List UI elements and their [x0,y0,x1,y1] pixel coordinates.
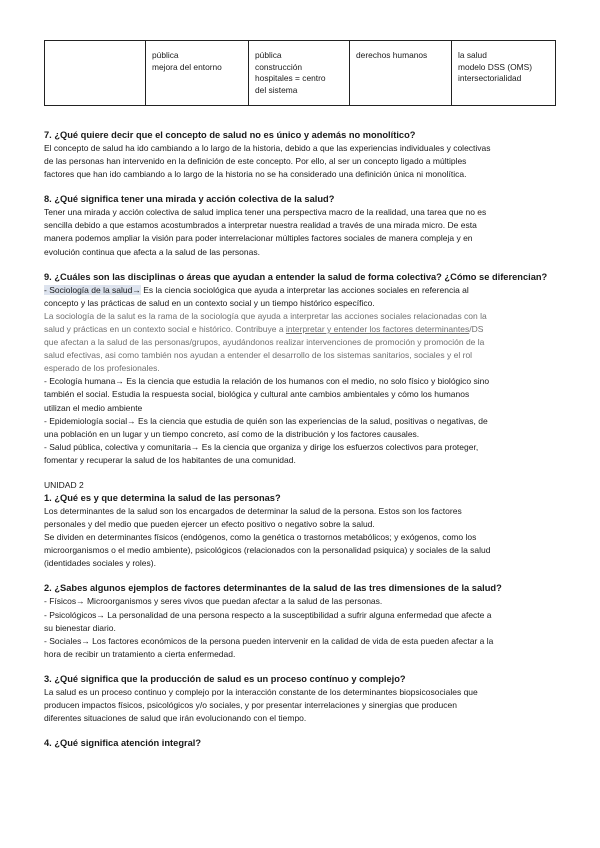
cell-text: hospitales = centro [255,73,326,83]
text-line: hora de recibir un tratamiento a cierta enfermedad. [44,648,236,659]
answer-paragraph [44,206,556,258]
text-line: - Sociales→ Los factores económicos de la persona pueden intervenir en la calidad de vida de esta pueden afectar a la [44,635,494,646]
table-cell [146,41,249,106]
text-line: evolución continua que afecta a la salud de las personas. [44,246,260,257]
question-heading: 4. ¿Qué significa atención integral? [44,738,202,749]
question-heading: 2. ¿Sabes algunos ejemplos de factores determinantes de la salud de las tres dimensiones de la salud? [44,583,502,594]
gray-text-line: que afectan a la salud de las personas/grupos, ayudándonos realizar intervenciones de promoción y promoción de la [44,337,485,348]
text-line: concepto y las prácticas de salud en un contexto social y un tiempo histórico específico. [44,297,375,308]
text-run: salud y prácticas en un contexto social e histórico. Contribuye a [44,323,286,334]
gray-text-line: salud efectivas, asi como también nos ayudan a entender el desarrollo de los sistemas sanitarios, sociales y el rol [44,350,473,361]
cell-text: del sistema [255,84,298,95]
text-run: /DS [469,323,484,334]
text-line: producen impactos físicos, psicológicos y/o sociales, y por presentar interrelaciones y sinergias que producen [44,700,457,710]
text-line: - Psicológicos→ La personalidad de una persona respecto a la susceptibilidad a sufrir alguna enfermedad que afecte a [44,609,492,620]
summary-table [44,40,556,106]
gray-text-line [44,323,556,336]
text-line: Se dividen en determinantes físicos (endógenos, como la genética o trastornos metabólicos; y exógenos, como los [44,532,477,543]
table-cell [249,41,350,106]
unit-label: UNIDAD 2 [44,479,84,490]
gray-text-line: esperado de los profesionales. [44,363,160,374]
cell-text: intersectorialidad [458,73,522,83]
cell-text: derechos humanos [356,50,428,60]
table-cell [45,41,146,106]
section-q8 [44,193,556,258]
section-q9 [44,271,556,467]
text-line: una población en un lugar y un tiempo concreto, así como de la distribución y los factores causales. [44,428,420,439]
text-line: fomentar y recuperar la salud de los habitantes de una comunidad. [44,454,296,465]
section-u2-q3 [44,673,556,725]
cell-text: modelo DSS (OMS) [458,61,532,72]
question-heading: 9. ¿Cuáles son las disciplinas o áreas que ayudan a entender la salud de forma colectiva? ¿Cómo se diferencian? [44,271,548,282]
text-line: utilizan el medio ambiente [44,402,143,413]
text-line: La salud es un proceso continuo y complejo por la interacción constante de los determinantes biopsicosociales que [44,686,478,697]
text-run: Es la ciencia sociológica que ayuda a interpretar las acciones sociales en referencia al [140,284,469,295]
text-line: factores que han ido cambiando a lo largo de la historia no se ha considerado una definición única ni monolítica. [44,169,467,180]
section-u2-q2 [44,582,556,660]
answer-paragraph [44,142,556,181]
answer-paragraph [44,505,556,570]
text-line: diferentes situaciones de salud que irán evolucionando con el tiempo. [44,713,307,724]
text-line: Tener una mirada y acción colectiva de salud implica tener una perspectiva macro de la realidad, una tarea que no es [44,207,487,218]
cell-text: pública [152,50,179,60]
section-unit2 [44,479,556,750]
question-heading: 3. ¿Qué significa que la producción de salud es un proceso contínuo y complejo? [44,673,406,684]
answer-paragraph [44,284,556,467]
text-line: su bienestar diario. [44,622,116,633]
table-cell [350,41,452,106]
text-line: - Físicos→ Microorganismos y seres vivos que puedan afectar a la salud de las personas. [44,596,383,607]
question-heading: 8. ¿Qué significa tener una mirada y acción colectiva de la salud? [44,194,335,205]
gray-text-line: La sociología de la salut es la rama de la sociología que ayuda a interpretar las acciones sociales relacionadas con la [44,310,487,321]
document-body [44,129,556,762]
text-line: microorganismos o el medio ambiente), psicológicos (relacionados con la personalidad psiquica) y sociales de la salud [44,545,491,556]
cell-text: pública [255,50,282,60]
section-u2-q1 [44,492,556,570]
underlined-text: interpretar y entender los factores determinantes [285,323,470,334]
answer-paragraph [44,686,556,725]
cell-text: la salud [458,50,487,60]
text-line: - Epidemiología social→ Es la ciencia que estudia de quién son las experiencias de la salud, positivas o negativas, de [44,415,488,426]
answer-paragraph [44,595,556,660]
cell-text: construcción [255,61,303,72]
text-line: El concepto de salud ha ido cambiando a lo largo de la historia, debido a que las experiencias individuales y colectivas [44,143,491,153]
cell-text: mejora del entorno [152,61,222,72]
text-line: sencilla debido a que estamos acostumbrados a interpretar nuestra realidad a través de una mirada micro. De esta [44,220,477,231]
table-cell [452,41,556,106]
section-u2-q4 [44,737,556,750]
text-line: - Salud pública, colectiva y comunitaria→ Es la ciencia que organiza y dirige los esfuerzos colectivos para proteger, [44,441,479,452]
question-heading: 1. ¿Qué es y que determina la salud de las personas? [44,492,281,503]
text-line: Los determinantes de la salud son los encargados de determinar la salud de la persona. Estos son los factores [44,505,462,516]
section-q7 [44,129,556,181]
text-line [44,284,556,297]
text-line: manera podemos ampliar la visión para poder interrelacionar múltiples factores sociales de manera compleja y en [44,233,473,244]
highlighted-text: - Sociología de la salud→ [44,284,141,295]
text-line: también el social. Estudia la respuesta social, biológica y cultural ante cambios ambientales y cómo los humanos [44,389,470,400]
text-line: - Ecología humana→ Es la ciencia que estudia la relación de los humanos con el medio, no solo físico y biológico sino [44,376,490,387]
text-line: de las personas han intervenido en la definición de este concepto. Por ello, al ser un concepto ligado a múltiples [44,156,467,167]
question-heading: 7. ¿Qué quiere decir que el concepto de salud no es único y además no monolítico? [44,130,416,140]
table-row [45,41,556,106]
text-line: (identidades sociales y roles). [44,558,156,569]
text-line: personales y del medio que pueden ejercer un efecto positivo o negativo sobre la salud. [44,519,375,530]
